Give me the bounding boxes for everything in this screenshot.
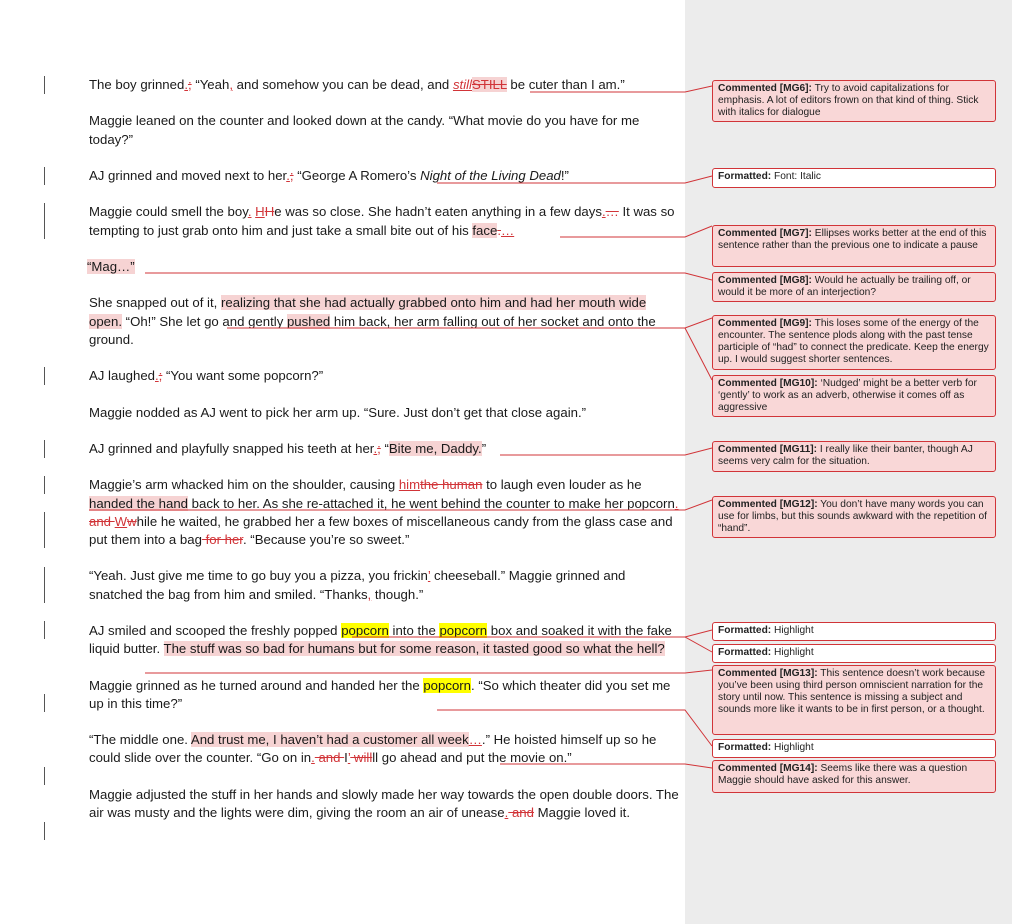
text-run: “George A Romero’s [293,167,421,183]
formatting-label: Formatted: [718,171,772,182]
text-run: AJ laughed [89,368,155,384]
text-run: .” He hoisted himself up so he could slide over the counter. “Go on in [89,732,657,766]
comment-balloon[interactable] [712,760,996,793]
comment-text: This sentence doesn’t work because you’ve been using third person omniscient narration for the story until now. This sentence is missing a subject and sounds more like it wants to be in first person, or a thought. [718,668,986,716]
text-run: ll go ahead and put the movie on.” [372,750,572,766]
comment-text: This loses some of the energy of the encounter. The sentence plods along with the past tense participle of “had” to connect the predicate. Keep the energy up. I would suggest shorter sentences. [718,318,989,366]
italic-text: Night of the Living Dead [420,167,561,183]
formatting-label: Formatted: [718,625,772,636]
text-run: “Oh!” She let go and gently [122,313,287,329]
text-run: “ [380,440,389,456]
paragraph [89,677,679,713]
commented-text: handed the hand [89,495,189,511]
paragraph [89,294,679,349]
comment-author-label: Commented [MG9]: [718,318,812,329]
inserted-text: ’ [427,568,431,584]
paragraph [89,786,679,822]
deleted-text: the human [420,477,483,493]
paragraph [89,731,679,767]
deleted-text: ; [158,368,163,384]
formatting-balloon[interactable] [712,739,996,758]
inserted-text: . [286,167,290,183]
text-run: “The middle one. [89,732,191,748]
text-run: to laugh even louder as he [482,477,642,493]
inserted-text: . [674,495,679,511]
inserted-text: . [184,77,188,92]
inserted-text: , [229,77,233,92]
change-bar [44,367,45,385]
text-run: hile he waited, he grabbed her a few boxes of miscellaneous candy from the glass case and put them into a bag [89,513,673,547]
text-run: Maggie’s arm whacked him on the shoulder, causing [89,477,399,493]
inserted-text: H [255,204,265,220]
change-bar [44,694,45,712]
text-run: e was so close. She hadn’t eaten anything in a few days [274,204,602,220]
paragraph [89,567,679,603]
inserted-text: , [367,586,372,602]
commented-text: Bite me, Daddy. [388,440,482,456]
deleted-text: and [508,804,534,820]
commented-text: face [472,222,498,238]
text-run: Maggie loved it. [533,804,630,820]
highlighted-text: popcorn [439,622,488,638]
text-run: AJ grinned and moved next to her [89,167,287,183]
deleted-text: … [605,204,619,220]
text-run: I [344,750,348,766]
text-run: . “So which theater did you set me up in this time?” [89,677,671,711]
text-run: Maggie grinned as he turned around and handed her the [89,677,424,693]
change-bar [44,621,45,639]
inserted-text: . [247,204,252,220]
change-bar [44,76,45,94]
paragraph [87,258,679,276]
change-bar [44,822,45,840]
text-run: be cuter than I am.” [506,77,625,92]
comment-balloon[interactable] [712,665,996,735]
inserted-text: . [504,804,509,820]
text-run: ” [481,440,487,456]
deleted-text: and [314,750,345,766]
paragraph [89,476,679,549]
text-run: box and soaked it with the fake liquid butter. [89,622,672,657]
text-run: It was so tempting to just grab onto him and just take a small bite out of his [89,204,675,238]
comment-author-label: Commented [MG13]: [718,668,818,679]
inserted-text: . [601,204,606,220]
comment-balloon[interactable] [712,225,996,267]
paragraph [89,367,679,385]
text-run: . “Because you’re so sweet.” [242,531,410,547]
comment-balloon[interactable] [712,375,996,417]
inserted-text: . [311,750,315,766]
text-run: The boy grinned [89,77,185,92]
comment-text: Would he actually be trailing off, or would it be more of an interjection? [718,275,971,299]
paragraph [89,76,679,94]
text-run: Maggie could smell the boy [89,204,248,220]
formatting-text: Font: Italic [771,171,822,182]
comment-text: I really like their banter, though AJ seems very calm for the situation. [718,444,973,468]
comment-author-label: Commented [MG7]: [718,228,812,239]
formatting-label: Formatted: [718,742,772,753]
deleted-text: ; [289,167,294,183]
text-run: Maggie leaned on the counter and looked down at the candy. “What movie do you have for me today?” [89,113,640,147]
commented-text: “Mag…” [87,258,135,274]
text-run: She snapped out of it, [89,295,221,311]
comment-author-label: Commented [MG11]: [718,444,818,455]
text-run: “You want some popcorn?” [162,368,324,384]
comment-text: You don’t have many words you can use for limbs, but this sounds awkward with the repetition of “hand”. [718,499,987,535]
deleted-text: and [89,513,115,529]
text-run: AJ smiled and scooped the freshly popped [89,622,342,638]
text-run: “Yeah [191,77,230,92]
commented-text: And trust me, I haven’t had a customer all week [190,732,469,748]
inserted-text: . [373,440,378,456]
paragraph [89,112,679,148]
deleted-text: ; [377,440,381,456]
formatting-text: Highlight [771,742,814,753]
formatting-balloon[interactable] [712,168,996,188]
formatting-text: Highlight [771,647,814,658]
highlighted-text: popcorn [341,622,389,638]
comment-author-label: Commented [MG14]: [718,763,818,774]
paragraph [89,622,679,658]
text-run: !” [560,167,569,183]
text-run: Maggie nodded as AJ went to pick her arm up. “Sure. Just don’t get that close again.” [89,404,587,420]
commented-text: realizing that she had actually grabbed onto him and had her mouth wide open. [89,295,647,329]
deleted-text: for her [201,531,243,547]
inserted-text: … [468,732,482,748]
change-bar [44,440,45,458]
deleted-text: . [497,222,501,238]
change-bar [44,767,45,785]
paragraph [89,404,679,422]
comment-author-label: Commented [MG10]: [718,378,818,389]
paragraph [89,167,679,185]
deleted-text: STILL [472,77,507,92]
formatting-balloon[interactable] [712,644,996,663]
comment-text: Seems like there was a question Maggie should have asked for this answer. [718,763,968,787]
change-bar [44,203,45,239]
paragraph [89,440,679,458]
inserted-text: W [114,513,128,529]
comment-balloon[interactable] [712,496,996,538]
change-bar [44,476,45,494]
paragraph [89,203,679,239]
inserted-text: still [452,77,472,92]
comment-author-label: Commented [MG8]: [718,275,812,286]
change-bar [44,512,45,548]
formatting-text: Highlight [771,625,814,636]
text-run: Maggie adjusted the stuff in her hands and slowly made her way towards the open double doors. The air was musty and the lights were dim, giving the room an air of unease [89,786,679,820]
text-run: back to her. As she re-attached it, he went behind the counter to make her popcorn [188,495,675,511]
change-bar [44,167,45,185]
comment-balloon[interactable] [712,315,996,370]
comment-author-label: Commented [MG12]: [718,499,818,510]
deleted-text: ; [187,77,192,92]
inserted-text: … [501,222,515,238]
text-run: and somehow you can be dead, and [232,77,453,92]
text-run: him back, her arm falling out of her socket and onto the ground. [89,313,656,347]
deleted-text: H [264,204,275,220]
formatting-balloon[interactable] [712,622,996,641]
inserted-text: ’ [347,750,351,766]
comment-balloon[interactable] [712,441,996,472]
text-run: though.” [371,586,424,602]
deleted-text: w [127,513,137,529]
comment-balloon[interactable] [712,272,996,302]
text-run: AJ grinned and playfully snapped his teeth at her [89,440,374,456]
commented-text: pushed [286,313,331,329]
comment-balloon[interactable] [712,80,996,122]
deleted-text: will [350,750,373,766]
comment-text: Try to avoid capitalizations for emphasis. A lot of editors frown on that kind of thing. Stick with italics for dialogue [718,83,979,119]
document-body[interactable] [89,76,679,840]
change-bar [44,567,45,603]
text-run: into the [388,622,440,638]
comment-text: ‘Nudged’ might be a better verb for ‘gently’ to work as an adverb, otherwise it comes off as aggressive [718,378,977,414]
text-run: cheeseball.” Maggie grinned and snatched the bag from him and smiled. “Thanks [89,568,626,602]
comment-text: Ellipses works better at the end of this sentence rather than the previous one to indicate a pause [718,228,987,252]
formatting-label: Formatted: [718,647,772,658]
inserted-text: him [398,477,421,493]
highlighted-text: popcorn [423,677,472,693]
comment-author-label: Commented [MG6]: [718,83,812,94]
commented-text: The stuff was so bad for humans but for some reason, it tasted good so what the hell? [163,641,665,657]
inserted-text: . [155,368,159,384]
text-run: “Yeah. Just give me time to go buy you a pizza, you frickin [89,568,428,584]
